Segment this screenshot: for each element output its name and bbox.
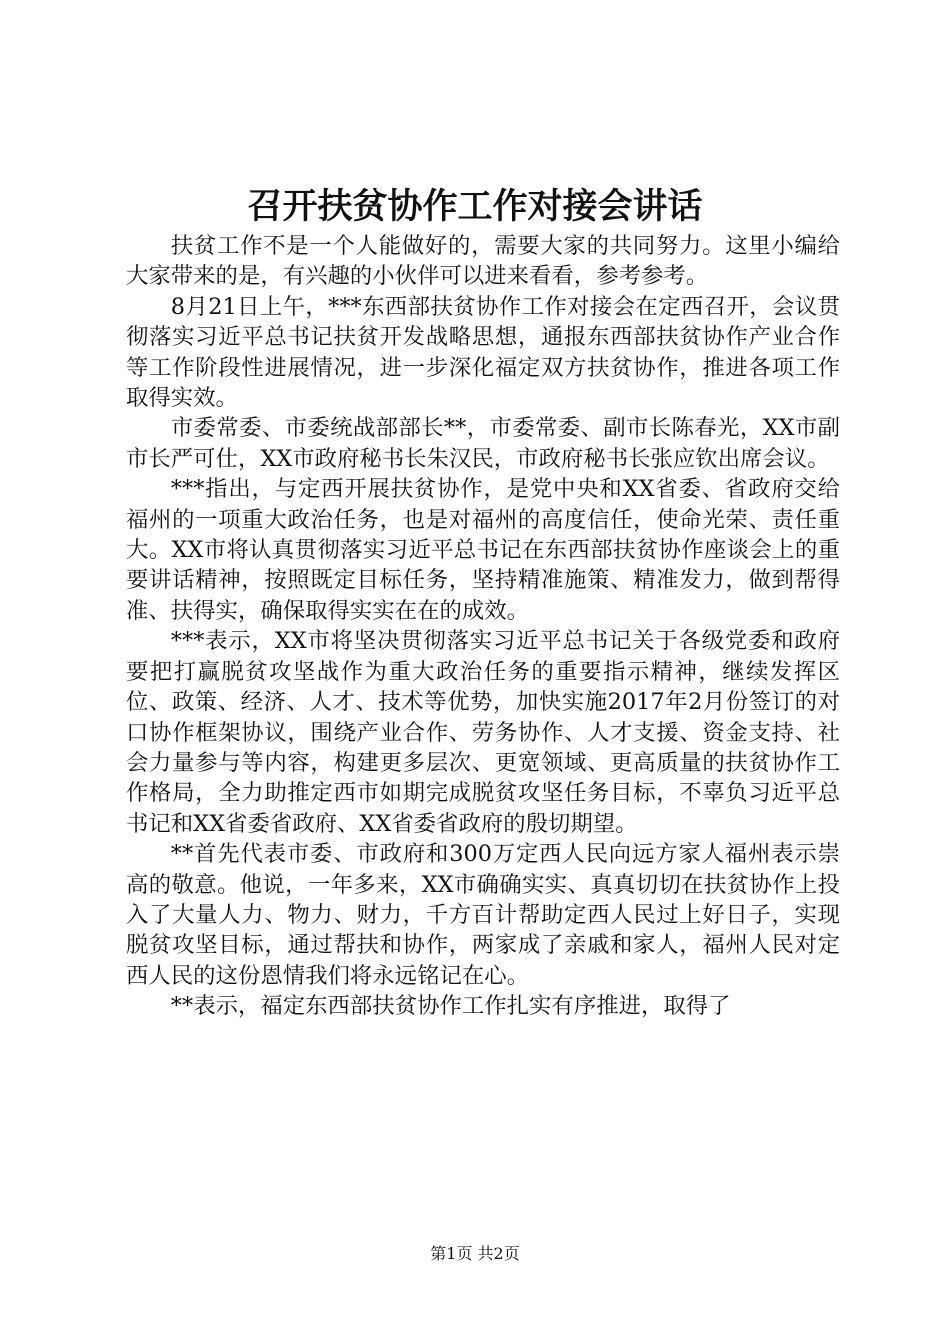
paragraph-remarks-1: ***指出，与定西开展扶贫协作，是党中央和XX省委、省政府交给福州的一项重大政治任务，也是对福州的高度信任，使命光荣、责任重大。XX市将认真贯彻落实习近平总书记在东西部扶贫协作座谈会上的重要讲话精神，按照既定目标任务，坚持精准施策、精准发力，做到帮得准、扶得实，确保取得实实在在的成效。 <box>126 476 840 624</box>
paragraph-intro: 扶贫工作不是一个人能做好的，需要大家的共同努力。这里小编给大家带来的是，有兴趣的小伙伴可以进来看看，参考参考。 <box>126 233 840 290</box>
paragraph-meeting: 8月21日上午，***东西部扶贫协作工作对接会在定西召开，会议贯彻落实习近平总书记扶贫开发战略思想，通报东西部扶贫协作产业合作等工作阶段性进展情况，进一步深化福定双方扶贫协作，推进各项工作取得实效。 <box>126 293 840 412</box>
document-body <box>126 231 840 1022</box>
paragraph-remarks-4: **表示，福定东西部扶贫协作工作扎实有序推进，取得了 <box>170 993 731 1020</box>
document-title: 召开扶贫协作工作对接会讲话 <box>247 186 703 227</box>
page-number-footer: 第1页 共2页 <box>430 1244 520 1263</box>
paragraph-remarks-2: ***表示，XX市将坚决贯彻落实习近平总书记关于各级党委和政府要把打赢脱贫攻坚战作为重大政治任务的重要指示精神，继续发挥区位、政策、经济、人才、技术等优势，加快实施2017年2月份签订的对口协作框架协议，围绕产业合作、劳务协作、人才支援、资金支持、社会力量参与等内容，构建更多层次、更宽领域、更高质量的扶贫协作工作格局，全力助推定西市如期完成脱贫攻坚任务目标，不辜负习近平总书记和XX省委省政府、XX省委省政府的殷切期望。 <box>126 628 840 837</box>
paragraph-remarks-3: **首先代表市委、市政府和300万定西人民向远方家人福州表示崇高的敬意。他说，一年多来，XX市确确实实、真真切切在扶贫协作上投入了大量人力、物力、财力，千方百计帮助定西人民过上好日子，实现脱贫攻坚目标，通过帮扶和协作，两家成了亲戚和家人，福州人民对定西人民的这份恩情我们将永远铭记在心。 <box>126 841 840 989</box>
paragraph-attendees: 市委常委、市委统战部部长**，市委常委、副市长陈春光，XX市副市长严可仕，XX市政府秘书长朱汉民，市政府秘书长张应钦出席会议。 <box>126 415 840 472</box>
